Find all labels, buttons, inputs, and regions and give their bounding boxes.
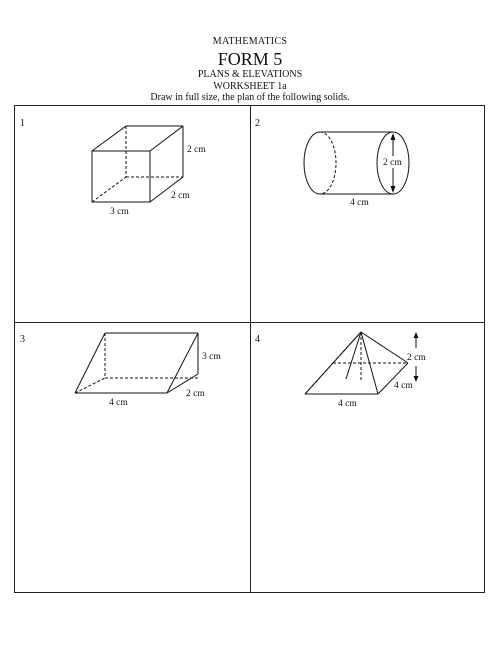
pyramid-height-label: 2 cm (407, 353, 426, 363)
cuboid-width-label: 3 cm (110, 207, 129, 217)
worksheet-header (0, 36, 500, 104)
question-grid (14, 105, 485, 593)
arrow-up-icon (391, 133, 396, 140)
cylinder-figure (250, 106, 486, 322)
question-number-1: 1 (20, 118, 25, 129)
pyramid-figure (250, 322, 486, 594)
arrow-up-icon (414, 332, 419, 338)
arrow-down-icon (391, 186, 396, 193)
arrow-down-icon (414, 376, 419, 382)
topic-title: PLANS & ELEVATIONS (197, 69, 303, 81)
form-title: FORM 5 (217, 48, 283, 69)
question-number-4: 4 (255, 334, 260, 345)
instruction-text: Draw in full size, the plan of the following solids. (150, 92, 350, 104)
cylinder-diameter-label: 2 cm (383, 158, 402, 168)
worksheet-title: WORKSHEET 1a (213, 80, 287, 92)
question-number-3: 3 (20, 334, 25, 345)
prism-depth-label: 2 cm (186, 389, 205, 399)
pyramid-base-label: 4 cm (338, 399, 357, 409)
prism-height-label: 3 cm (202, 352, 221, 362)
pyramid-depth-label: 4 cm (394, 381, 413, 391)
cuboid-figure (15, 106, 250, 322)
cuboid-depth-label: 2 cm (171, 191, 190, 201)
prism-length-label: 4 cm (109, 398, 128, 408)
subject-title: MATHEMATICS (212, 36, 288, 47)
cylinder-length-label: 4 cm (350, 198, 369, 208)
cuboid-height-label: 2 cm (187, 145, 206, 155)
question-number-2: 2 (255, 118, 260, 129)
prism-figure (15, 322, 250, 594)
